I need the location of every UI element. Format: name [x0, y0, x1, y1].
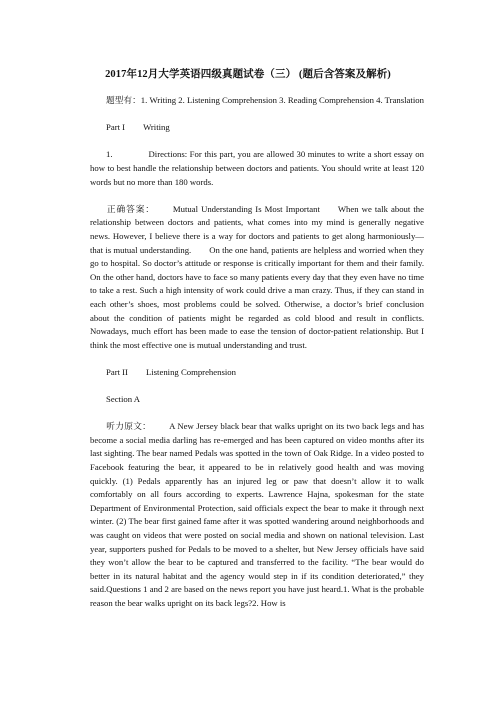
question-types-text: 1. Writing 2. Listening Comprehension 3. Reading Comprehension 4. Translation	[140, 95, 424, 105]
document-title: 2017年12月大学英语四级真题试卷（三） (题后含答案及解析)	[105, 69, 391, 80]
question-1-number: 1.	[106, 149, 113, 160]
question-types-line	[90, 94, 424, 108]
part1-label: Part I	[106, 122, 126, 133]
section-a-heading	[90, 393, 424, 407]
question-1	[90, 148, 424, 189]
answer-label: 正确答案：	[106, 203, 155, 214]
transcript-label: 听力原文：	[106, 421, 152, 432]
part2-label: Part II	[106, 366, 128, 377]
part1-heading	[90, 121, 424, 135]
section-a-label: Section A	[106, 394, 141, 405]
part2-heading	[90, 366, 424, 380]
question-types-label: 题型有：	[106, 95, 141, 105]
document-body	[90, 94, 424, 611]
part2-name: Listening Comprehension	[145, 366, 236, 377]
question-1-text: Directions: For this part, you are allowed 30 minutes to write a short essay on how to best handle the relationship between doctors and patients. You should write at least 120 words but no more than 180 words.	[90, 149, 424, 187]
answer-paragraph	[90, 203, 424, 353]
answer-body-1: When we talk about the relationship between doctors and patients, what comes into my mind is generally negative news. However, I believe there is a way for doctors and patients to get along harmoniously— that is mutual understanding.	[90, 203, 424, 255]
answer-title: Mutual Understanding Is Most Important	[172, 203, 320, 214]
answer-body-2: On the one hand, patients are helpless and worried when they go to hospital. So doctor’s attitude or response is critically important for them and their family. On the other hand, doctors have to face so many patients every day that they even have no time to take a rest. Such a high intensity of work could drive a man crazy. Thus, if they can stand in each other’s shoes, most problems could be solved. Otherwise, a doctor’s brief conclusion about the condition of patients might be regarded as cold blood and result in conflicts. Nowadays, much effort has been made to ease the tension of doctor-patient relationship. But I think the most effective one is mutual understanding and trust.	[90, 244, 424, 350]
transcript-text: A New Jersey black bear that walks upright on its two back legs and has become a social media darling has re-emerged and has been captured on video months after its last sighting. The bear named Pedals was spotted in the town of Oak Ridge. In a video posted to Facebook featuring the bear, it appeared to be in relatively good health and was moving quickly. (1) Pedals apparently has an injured leg or paw that doesn’t allow it to walk comfortably on all fours according to experts. Lawrence Hajna, spokesman for the state Department of Environmental Protection, said officials expect the bear to make it through next winter. (2) The bear first gained fame after it was spotted wandering around neighborhoods and was caught on videos that were posted on social media and shown on national television. Last year, supporters pushed for Pedals to be moved to a shelter, but New Jersey officials have said they won’t allow the bear to be captured and transferred to the facility. “The bear would do better in its natural habitat and the agency would step in if its condition deteriorated,” they said.Questions 1 and 2 are based on the news report you have just heard.1. What is the probable reason the bear walks upright on its back legs?2. How is	[90, 421, 424, 608]
transcript-paragraph	[90, 420, 424, 610]
part1-name: Writing	[143, 122, 170, 133]
